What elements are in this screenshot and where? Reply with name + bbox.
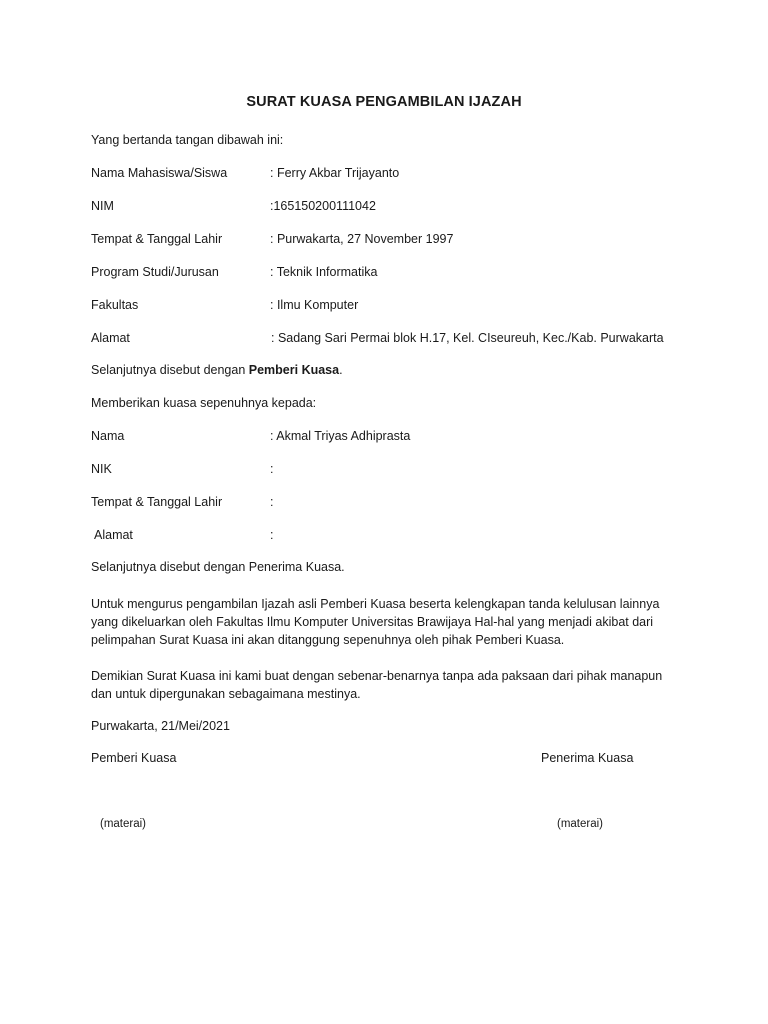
field-value: : Sadang Sari Permai blok H.17, Kel. CIseureuh, Kec./Kab. Purwakarta	[271, 331, 664, 345]
paragraph-line: Untuk mengurus pengambilan Ijazah asli Pemberi Kuasa beserta kelengkapan tanda kelulusan lainnya	[91, 597, 660, 611]
field-value: :	[270, 462, 274, 476]
grantee-signature-label: Penerima Kuasa	[541, 751, 634, 765]
grantor-signature-label: Pemberi Kuasa	[91, 751, 177, 765]
field-value: :	[270, 528, 274, 542]
closing-paragraph	[91, 667, 681, 703]
field-label: Alamat	[91, 331, 130, 345]
field-label: Alamat	[94, 528, 133, 542]
field-value: : Ferry Akbar Trijayanto	[270, 166, 400, 180]
field-label: Program Studi/Jurusan	[91, 265, 219, 279]
field-value: : Ilmu Komputer	[270, 298, 359, 312]
grantor-note-prefix: Selanjutnya disebut dengan	[91, 363, 249, 377]
field-value: : Purwakarta, 27 November 1997	[270, 232, 454, 246]
field-label: Nama	[91, 429, 125, 443]
grantor-note	[91, 362, 343, 378]
field-label: Tempat & Tanggal Lahir	[91, 495, 223, 509]
field-label: Nama Mahasiswa/Siswa	[91, 166, 228, 180]
page-title: SURAT KUASA PENGAMBILAN IJAZAH	[246, 94, 522, 110]
grantor-stamp-placeholder: (materai)	[100, 818, 147, 830]
place-date: Purwakarta, 21/Mei/2021	[91, 719, 230, 733]
paragraph-line: yang dikeluarkan oleh Fakultas Ilmu Komputer Universitas Brawijaya Hal-hal yang menjadi akibat dari	[91, 615, 654, 629]
grantor-note-suffix: .	[339, 363, 343, 377]
field-value: :	[270, 495, 274, 509]
intro-text: Yang bertanda tangan dibawah ini:	[91, 133, 284, 147]
field-value: :165150200111042	[270, 199, 376, 213]
field-label: NIK	[91, 462, 112, 476]
paragraph-line: dan untuk dipergunakan sebagaimana mestinya.	[91, 687, 361, 701]
purpose-paragraph	[91, 595, 681, 649]
field-label: Tempat & Tanggal Lahir	[91, 232, 223, 246]
field-value: : Teknik Informatika	[270, 265, 378, 279]
grantee-note: Selanjutnya disebut dengan Penerima Kuasa.	[91, 560, 345, 574]
field-value: : Akmal Triyas Adhiprasta	[270, 429, 411, 443]
paragraph-line: pelimpahan Surat Kuasa ini akan ditanggung sepenuhnya oleh pihak Pemberi Kuasa.	[91, 633, 565, 647]
grantee-stamp-placeholder: (materai)	[557, 818, 604, 830]
field-label: Fakultas	[91, 298, 139, 312]
grantor-note-bold: Pemberi Kuasa	[248, 363, 340, 377]
paragraph-line: Demikian Surat Kuasa ini kami buat dengan sebenar-benarnya tanpa ada paksaan dari pihak manapun	[91, 669, 663, 683]
field-label: NIM	[91, 199, 114, 213]
grant-intro: Memberikan kuasa sepenuhnya kepada:	[91, 396, 317, 410]
